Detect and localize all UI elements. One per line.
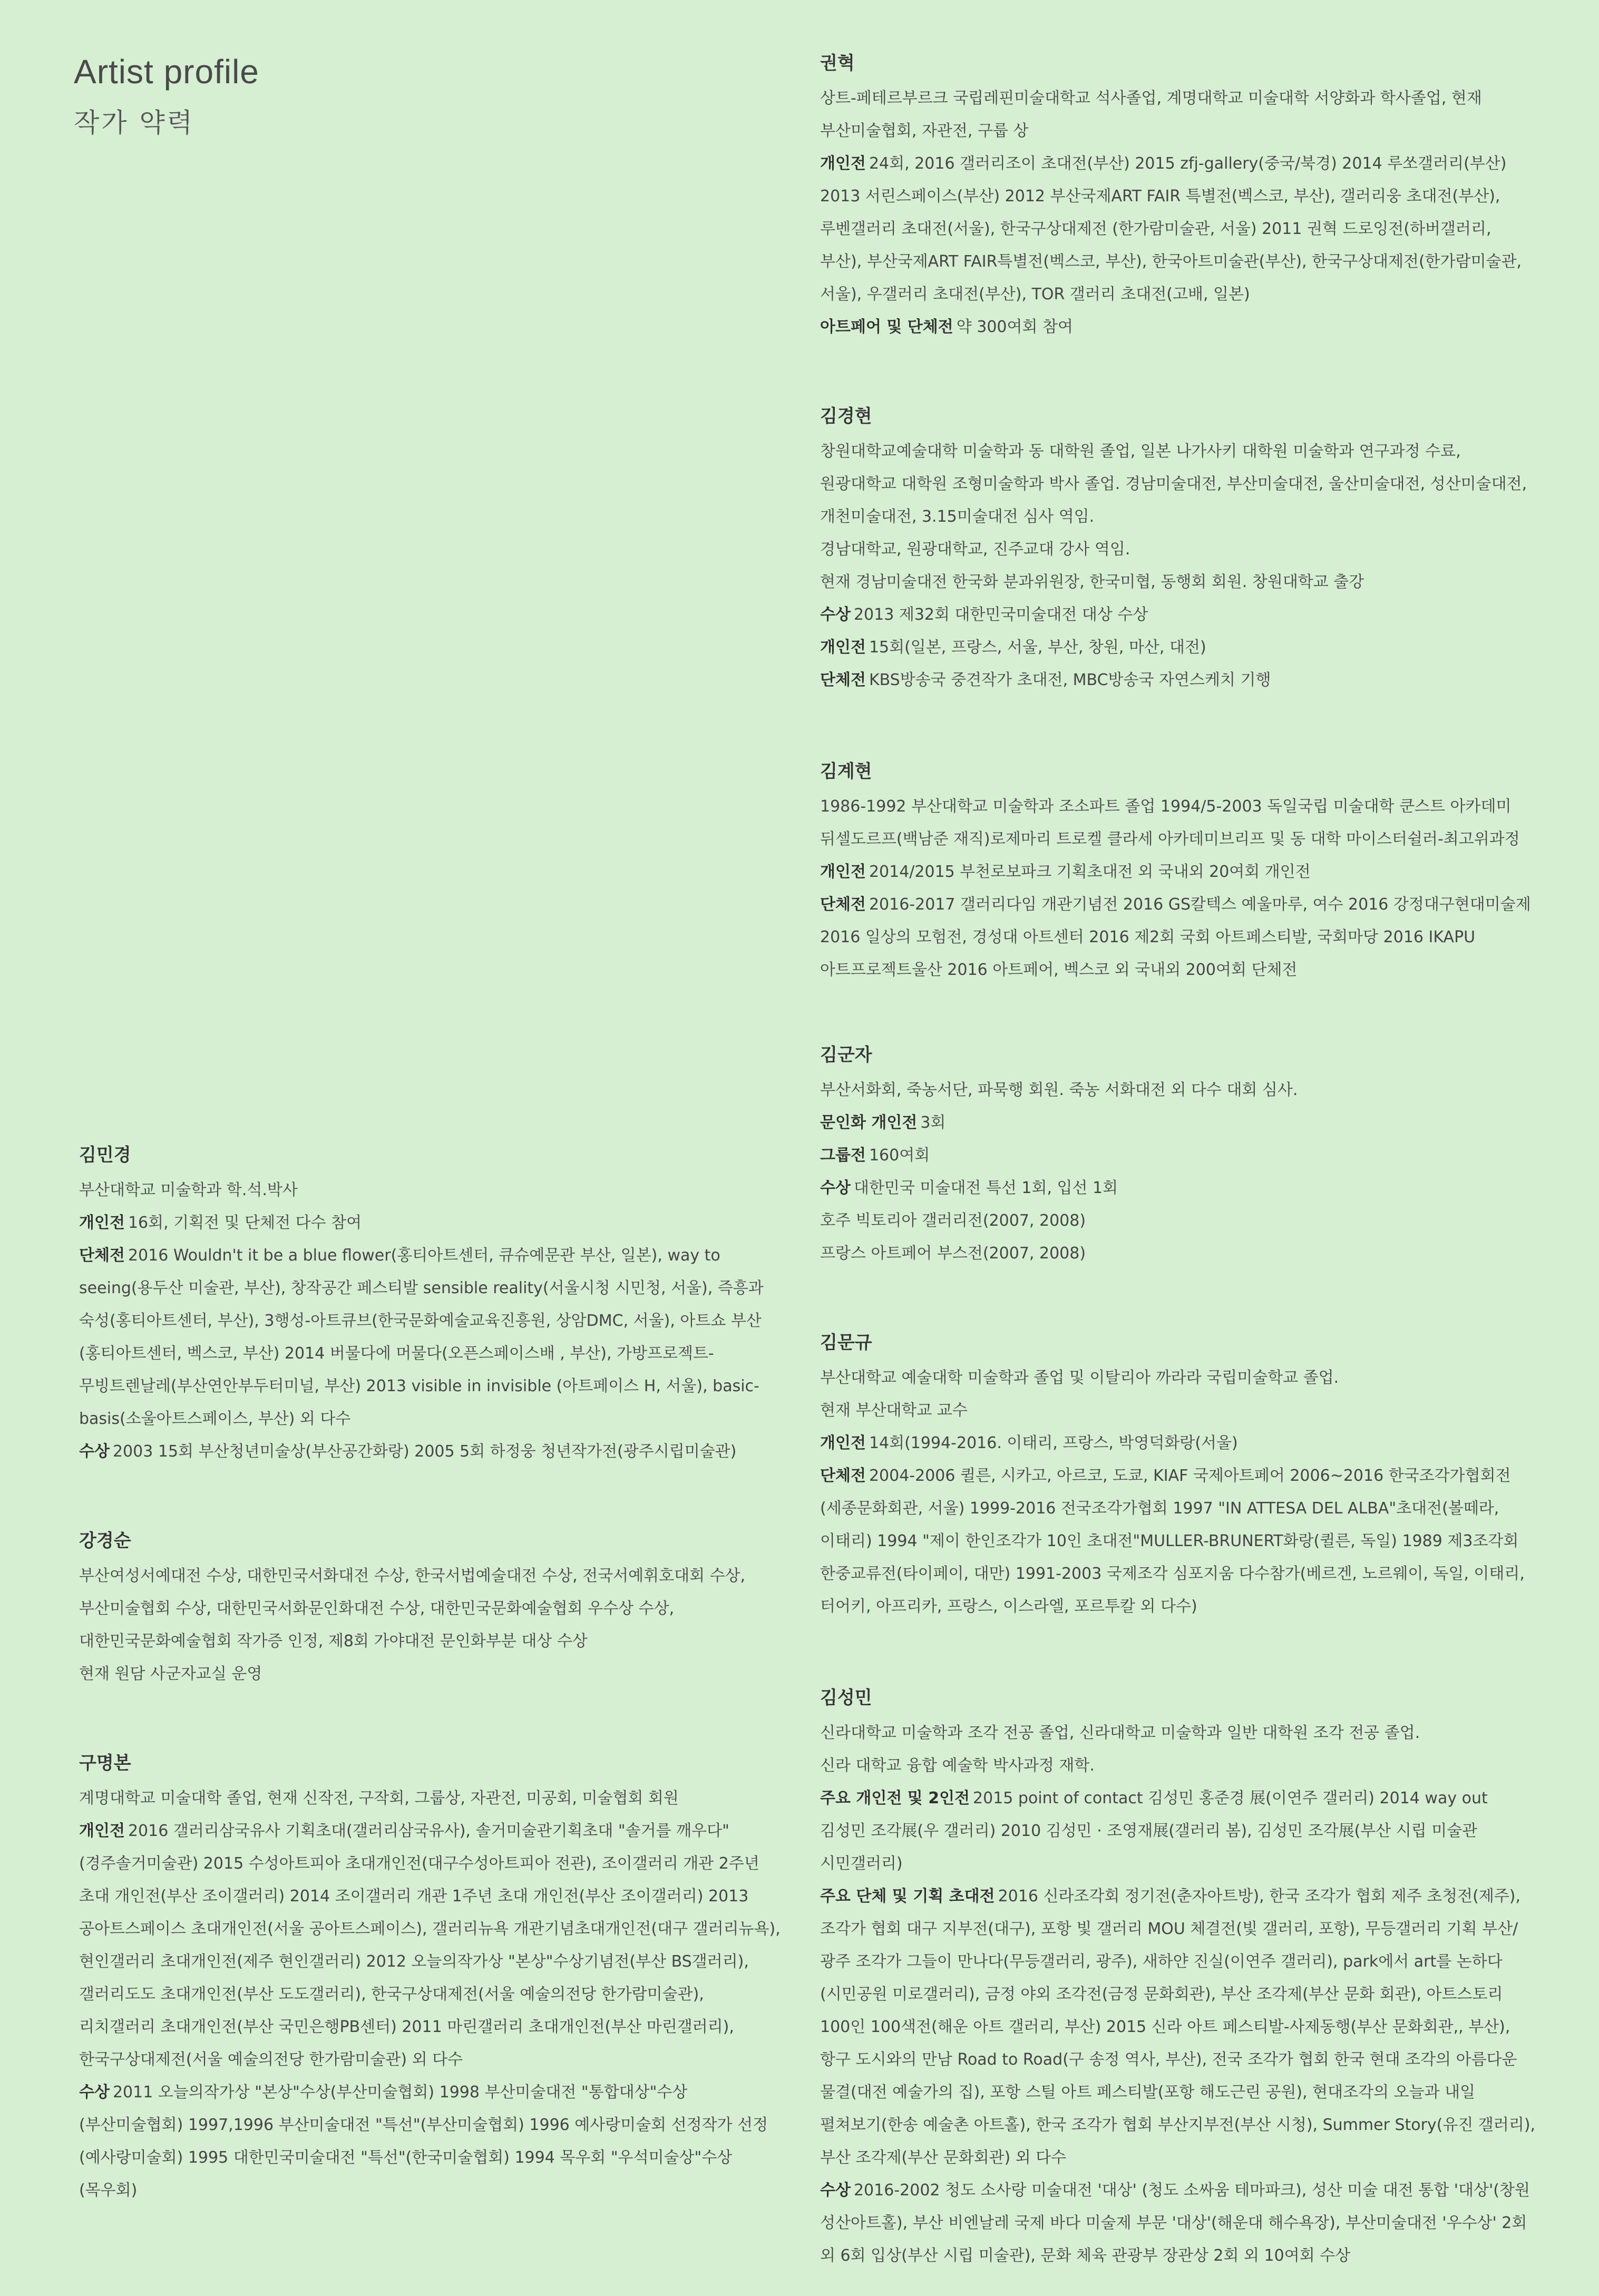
left-column bbox=[79, 1139, 785, 2207]
profile-line-text: 2016-2002 청도 소사랑 미술대전 '대상' (청도 소싸움 테마파크), 성산 미술 대전 통합 '대상'(창원 성산아트홀), 부산 비엔날레 국제 바다 미술제 부문 '대상'(해운대 해수욕장), 부산미술대전 '우수상' 2회 외 6회 입상(부산 시립 미술관), 문화 체육 관광부 장관상 2회 외 10여회 수상 bbox=[820, 2181, 1530, 2265]
profile-line-text: 2013 제32회 대한민국미술대전 대상 수상 bbox=[853, 605, 1148, 624]
profile-line bbox=[820, 599, 1537, 631]
profile-line-text: 160여회 bbox=[869, 1146, 930, 1165]
artist-name: 구명본 bbox=[79, 1753, 131, 1774]
profile-line-label: 개인전 bbox=[820, 1434, 866, 1452]
profile-line-text: 대한민국 미술대전 특선 1회, 입선 1회 bbox=[853, 1179, 1118, 1197]
profile-line-label: 단체전 bbox=[820, 895, 866, 914]
profile-line-label: 수상 bbox=[79, 2083, 110, 2102]
artist-name: 강경순 bbox=[79, 1530, 131, 1551]
profile-line bbox=[820, 1394, 1537, 1427]
profile-line bbox=[820, 1172, 1537, 1205]
profile-line-text: 경남대학교, 원광대학교, 진주교대 강사 역임. bbox=[820, 540, 1130, 559]
profile-line-text: 2016 갤러리삼국유사 기획초대(갤러리삼국유사), 솔거미술관기획초대 "솔거를 깨우다"(경주솔거미술관) 2015 수성아트피아 초대개인전(대구수성아트피아 전관), 조이갤러리 개관 2주년 초대 개인전(부산 조이갤러리) 2014 조이갤러리 개관 1주년 초대 개인전(부산 조이갤러리) 2013 공아트스페이스 초대개인전(서울 공아트스페이스), 갤러리뉴욕 개관기념초대개인전(대구 갤러리뉴욕), 현인갤러리 초대개인전(제주 현인갤러리) 2012 오늘의작가상 "본상"수상기념전(부산 BS갤러리), 갤러리도도 초대개인전(부산 도도갤러리), 한국구상대제전(서울 예술의전당 한가람미술관), 리치갤러리 초대개인전(부산 국민은행PB센터) 2011 마린갤러리 초대개인전(부산 마린갤러리), 한국구상대제전(서울 예술의전당 한가람미술관) 외 다수 bbox=[79, 1822, 781, 2069]
profile-line-text: 2016 신라조각회 정기전(춘자아트방), 한국 조각가 협회 제주 초청전(제주), 조각가 협회 대구 지부전(대구), 포항 빛 갤러리 MOU 체결전(빛 갤러리, 포항), 무등갤러리 기획 부산/광주 조각가 그들이 만나다(무등갤러리, 광주), 새하얀 진실(이연주 갤러리), park에서 art를 논하다(시민공원 미로갤러리), 금정 야외 조각전(금정 문화회관), 부산 조각제(부산 문화 회관), 아트스토리 100인 100색전(해운 아트 갤러리, 부산) 2015 신라 아트 페스티발-사제동행(부산 문화회관,, 부산), 항구 도시와의 만남 Road to Road(구 송정 역사, 부산), 전국 조각가 협회 한국 현대 조각의 아름다운 물결(대전 예술가의 집), 포항 스틸 아트 페스티발(포항 해도근린 공원), 현대조각의 오늘과 내일 펼쳐보기(한송 예술촌 아트홀), 한국 조각가 협회 부산지부전(부산 시청), Summer Story(유진 갤러리), 부산 조각제(부산 문화회관) 외 다수 bbox=[820, 1887, 1536, 2167]
artist-name: 김군자 bbox=[820, 1044, 872, 1066]
profile-line-text: 신라대학교 미술학과 조각 전공 졸업, 신라대학교 미술학과 일반 대학원 조각 전공 졸업. bbox=[820, 1724, 1420, 1742]
profile-line-text: 상트-페테르부르크 국립레핀미술대학교 석사졸업, 계명대학교 미술대학 서양화과 학사졸업, 현재 부산미술협회, 자관전, 구룹 상 bbox=[820, 89, 1482, 140]
profile-line-text: 3회 bbox=[920, 1113, 946, 1132]
page-title: Artist profile bbox=[74, 53, 259, 91]
artist-entry bbox=[79, 1525, 785, 1691]
profile-line bbox=[820, 664, 1537, 697]
profile-line-text: 2016-2017 갤러리다임 개관기념전 2016 GS칼텍스 예울마루, 여수 2016 강정대구현대미술제 2016 일상의 모험전, 경성대 아트센터 2016 제2회 국회 아트페스티발, 국회마당 2016 IKAPU 아트프로젝트울산 2016 아트페어, 벡스코 외 국내외 200여회 단체전 bbox=[820, 895, 1531, 979]
profile-line-text: 2015 point of contact 김성민 홍준경 展(이연주 갤러리) 2014 way out 김성민 조각展(우 갤러리) 2010 김성민 · 조영재展(갤러리 봄), 김성민 조각展(부산 시립 미술관 시민갤러리) bbox=[820, 1789, 1488, 1873]
profile-line bbox=[820, 1139, 1537, 1172]
profile-line bbox=[820, 1717, 1537, 1750]
profile-line-label: 아트페어 및 단체전 bbox=[820, 318, 953, 336]
profile-line-text: 현재 원담 사군자교실 운영 bbox=[79, 1665, 262, 1683]
profile-line-text: 호주 빅토리아 갤러리전(2007, 2008) bbox=[820, 1211, 1086, 1230]
profile-line bbox=[820, 1460, 1537, 1623]
profile-line bbox=[79, 1239, 785, 1435]
profile-line-label: 문인화 개인전 bbox=[820, 1113, 918, 1132]
profile-line-text: 현재 경남미술대전 한국화 분과위원장, 한국미협, 동행회 회원. 창원대학교 출강 bbox=[820, 573, 1364, 591]
profile-line-label: 개인전 bbox=[79, 1822, 125, 1840]
profile-line-text: 창원대학교예술대학 미술학과 동 대학원 졸업, 일본 나가사키 대학원 미술학과 연구과정 수료, 원광대학교 대학원 조형미술학과 박사 졸업. 경남미술대전, 부산미술대전, 울산미술대전, 성산미술대전, 개천미술대전, 3.15미술대전 심사 역임. bbox=[820, 442, 1527, 526]
profile-line bbox=[820, 1362, 1537, 1394]
profile-line-text: 14회(1994-2016. 이태리, 프랑스, 박영덕화랑(서울) bbox=[869, 1434, 1238, 1452]
profile-line bbox=[820, 1427, 1537, 1460]
profile-line-text: 2011 오늘의작가상 "본상"수상(부산미술협회) 1998 부산미술대전 "통합대상"수상(부산미술협회) 1997,1996 부산미술대전 "특선"(부산미술협회) 1996 예사랑미술회 선정작가 선정(예사랑미술회) 1995 대한민국미술대전 "특선"(한국미술협회) 1994 목우회 "우석미술상"수상(목우회) bbox=[79, 2083, 768, 2200]
artist-entry bbox=[820, 756, 1537, 986]
profile-line-label: 단체전 bbox=[79, 1246, 125, 1265]
profile-line-label: 개인전 bbox=[79, 1214, 125, 1232]
artist-entry bbox=[820, 1682, 1537, 2272]
profile-line bbox=[79, 1435, 785, 1468]
profile-line bbox=[820, 566, 1537, 599]
right-column bbox=[820, 47, 1537, 2272]
profile-line-text: 부산여성서예대전 수상, 대한민국서화대전 수상, 한국서법예술대전 수상, 전국서예휘호대회 수상, 부산미술협회 수상, 대한민국서화문인화대전 수상, 대한민국문화예술협회 우수상 수상, 대한민국문화예술협회 작가증 인정, 제8회 가야대전 문인화부분 대상 수상 bbox=[79, 1567, 746, 1650]
profile-line bbox=[820, 1107, 1537, 1139]
artist-name: 김경현 bbox=[820, 406, 872, 427]
profile-line-label: 주요 단체 및 기획 초대전 bbox=[820, 1887, 995, 1906]
profile-line-text: 16회, 기획전 및 단체전 다수 참여 bbox=[128, 1214, 362, 1232]
profile-line bbox=[820, 82, 1537, 148]
profile-line-text: 15회(일본, 프랑스, 서울, 부산, 창원, 마산, 대전) bbox=[869, 638, 1206, 657]
profile-line bbox=[820, 1880, 1537, 2174]
profile-line bbox=[79, 2076, 785, 2207]
profile-line bbox=[79, 1207, 785, 1239]
profile-line bbox=[820, 435, 1537, 533]
profile-line-text: 1986-1992 부산대학교 미술학과 조소파트 졸업 1994/5-2003 독일국립 미술대학 쿤스트 아카데미 뒤셀도르프(백남준 재직)로제마리 트로켈 클라세 아카데미브리프 및 동 대학 마이스터쉴러-최고위과정 bbox=[820, 797, 1520, 848]
profile-line-text: 약 300여회 참여 bbox=[956, 318, 1073, 336]
artist-name: 김민경 bbox=[79, 1145, 131, 1166]
profile-line-text: 현재 부산대학교 교수 bbox=[820, 1401, 968, 1420]
profile-line-label: 그룹전 bbox=[820, 1146, 866, 1165]
artist-name: 김문규 bbox=[820, 1332, 872, 1353]
profile-line-label: 수상 bbox=[820, 605, 851, 624]
profile-line-label: 주요 개인전 및 2인전 bbox=[820, 1789, 970, 1808]
profile-line bbox=[820, 311, 1537, 344]
profile-line bbox=[820, 1074, 1537, 1107]
profile-line-label: 단체전 bbox=[820, 1467, 866, 1485]
artist-entry bbox=[820, 1039, 1537, 1270]
profile-line-label: 개인전 bbox=[820, 154, 866, 173]
profile-line bbox=[820, 1205, 1537, 1237]
profile-line-text: 2003 15회 부산청년미술상(부산공간화랑) 2005 5회 하정웅 청년작가전(광주시립미술관) bbox=[112, 1442, 737, 1461]
profile-line bbox=[820, 1750, 1537, 1782]
profile-line bbox=[820, 1237, 1537, 1270]
artist-entry bbox=[820, 47, 1537, 344]
profile-line bbox=[820, 2174, 1537, 2272]
profile-line-text: 2004-2006 퀼른, 시카고, 아르코, 도쿄, KIAF 국제아트페어 2006~2016 한국조각가협회전(세종문화회관, 서울) 1999-2016 전국조각가협회 1997 "IN ATTESA DEL ALBA"초대전(볼떼라, 이태리) 1994 "제이 한인조각가 10인 초대전"MULLER-BRUNERT화랑(퀼른, 독일) 1989 제3조각회 한중교류전(타이페이, 대만) 1991-2003 국제조각 심포지움 다수참가(베르겐, 노르웨이, 독일, 이태리, 터어키, 아프리카, 프랑스, 이스라엘, 포르투칼 외 다수) bbox=[820, 1467, 1525, 1616]
profile-line bbox=[820, 856, 1537, 888]
profile-line-text: 24회, 2016 갤러리조이 초대전(부산) 2015 zfj-gallery(중국/북경) 2014 루쏘갤러리(부산) 2013 서린스페이스(부산) 2012 부산국제ART FAIR 특별전(벡스코, 부산), 갤러리웅 초대전(부산), 루벤갤러리 초대전(서울), 한국구상대제전 (한가람미술관, 서울) 2011 권혁 드로잉전(하버갤러리, 부산), 부산국제ART FAIR특별전(벡스코, 부산), 한국아트미술관(부산), 한국구상대제전(한가람미술관, 서울), 우갤러리 초대전(부산), TOR 갤러리 초대전(고배, 일본) bbox=[820, 154, 1522, 304]
profile-line bbox=[820, 888, 1537, 986]
profile-line bbox=[79, 1658, 785, 1691]
profile-line-label: 수상 bbox=[820, 1179, 851, 1197]
profile-line bbox=[79, 1174, 785, 1207]
profile-line bbox=[79, 1815, 785, 2076]
profile-line-text: 2016 Wouldn't it be a blue flower(홍티아트센터, 큐슈예문관 부산, 일본), way to seeing(용두산 미술관, 부산), 창작공간 페스티발 sensible reality(서울시청 시민청, 서울), 즉흥과 숙성(홍티아트센터, 부산), 3행성-아트큐브(한국문화예술교육진흥원, 상암DMC, 서울), 아트쇼 부산(홍티아트센터, 벡스코, 부산) 2014 버물다에 머물다(오픈스페이스배 , 부산), 가방프로젝트-무빙트렌날레(부산연안부두터미널, 부산) 2013 visible in invisible (아트페이스 H, 서울), basic-basis(소울아트스페이스, 부산) 외 다수 bbox=[79, 1246, 764, 1428]
artist-entry bbox=[79, 1747, 785, 2207]
profile-line bbox=[820, 631, 1537, 664]
profile-line-text: 부산서화회, 죽농서단, 파묵행 회원. 죽농 서화대전 외 다수 대회 심사. bbox=[820, 1081, 1298, 1099]
profile-line-label: 단체전 bbox=[820, 671, 866, 689]
profile-line-text: 신라 대학교 융합 예술학 박사과정 재학. bbox=[820, 1756, 1095, 1775]
page-subtitle: 작가 약력 bbox=[74, 108, 195, 138]
profile-line-text: 프랑스 아트페어 부스전(2007, 2008) bbox=[820, 1244, 1086, 1263]
profile-line-label: 개인전 bbox=[820, 863, 866, 881]
profile-line bbox=[79, 1782, 785, 1815]
profile-line bbox=[820, 790, 1537, 856]
profile-line bbox=[820, 1782, 1537, 1880]
profile-line bbox=[820, 533, 1537, 566]
profile-line-text: 계명대학교 미술대학 졸업, 현재 신작전, 구작회, 그룹상, 자관전, 미공회, 미술협회 회원 bbox=[79, 1789, 679, 1808]
artist-name: 김성민 bbox=[820, 1687, 872, 1708]
profile-line-text: 부산대학교 미술학과 학.석.박사 bbox=[79, 1181, 298, 1199]
profile-line-label: 개인전 bbox=[820, 638, 866, 657]
artist-entry bbox=[79, 1139, 785, 1468]
artist-name: 김계현 bbox=[820, 761, 872, 782]
profile-line bbox=[820, 148, 1537, 311]
profile-line-text: 2014/2015 부천로보파크 기획초대전 외 국내외 20여회 개인전 bbox=[869, 863, 1311, 881]
profile-line-text: 부산대학교 예술대학 미술학과 졸업 및 이탈리아 까라라 국립미술학교 졸업. bbox=[820, 1369, 1339, 1387]
profile-line-label: 수상 bbox=[820, 2181, 851, 2200]
artist-entry bbox=[820, 1327, 1537, 1623]
artist-name: 권혁 bbox=[820, 53, 855, 74]
profile-line-text: KBS방송국 중견작가 초대전, MBC방송국 자연스케치 기행 bbox=[869, 671, 1271, 689]
profile-line-label: 수상 bbox=[79, 1442, 110, 1461]
artist-entry bbox=[820, 400, 1537, 697]
profile-line bbox=[79, 1560, 785, 1658]
